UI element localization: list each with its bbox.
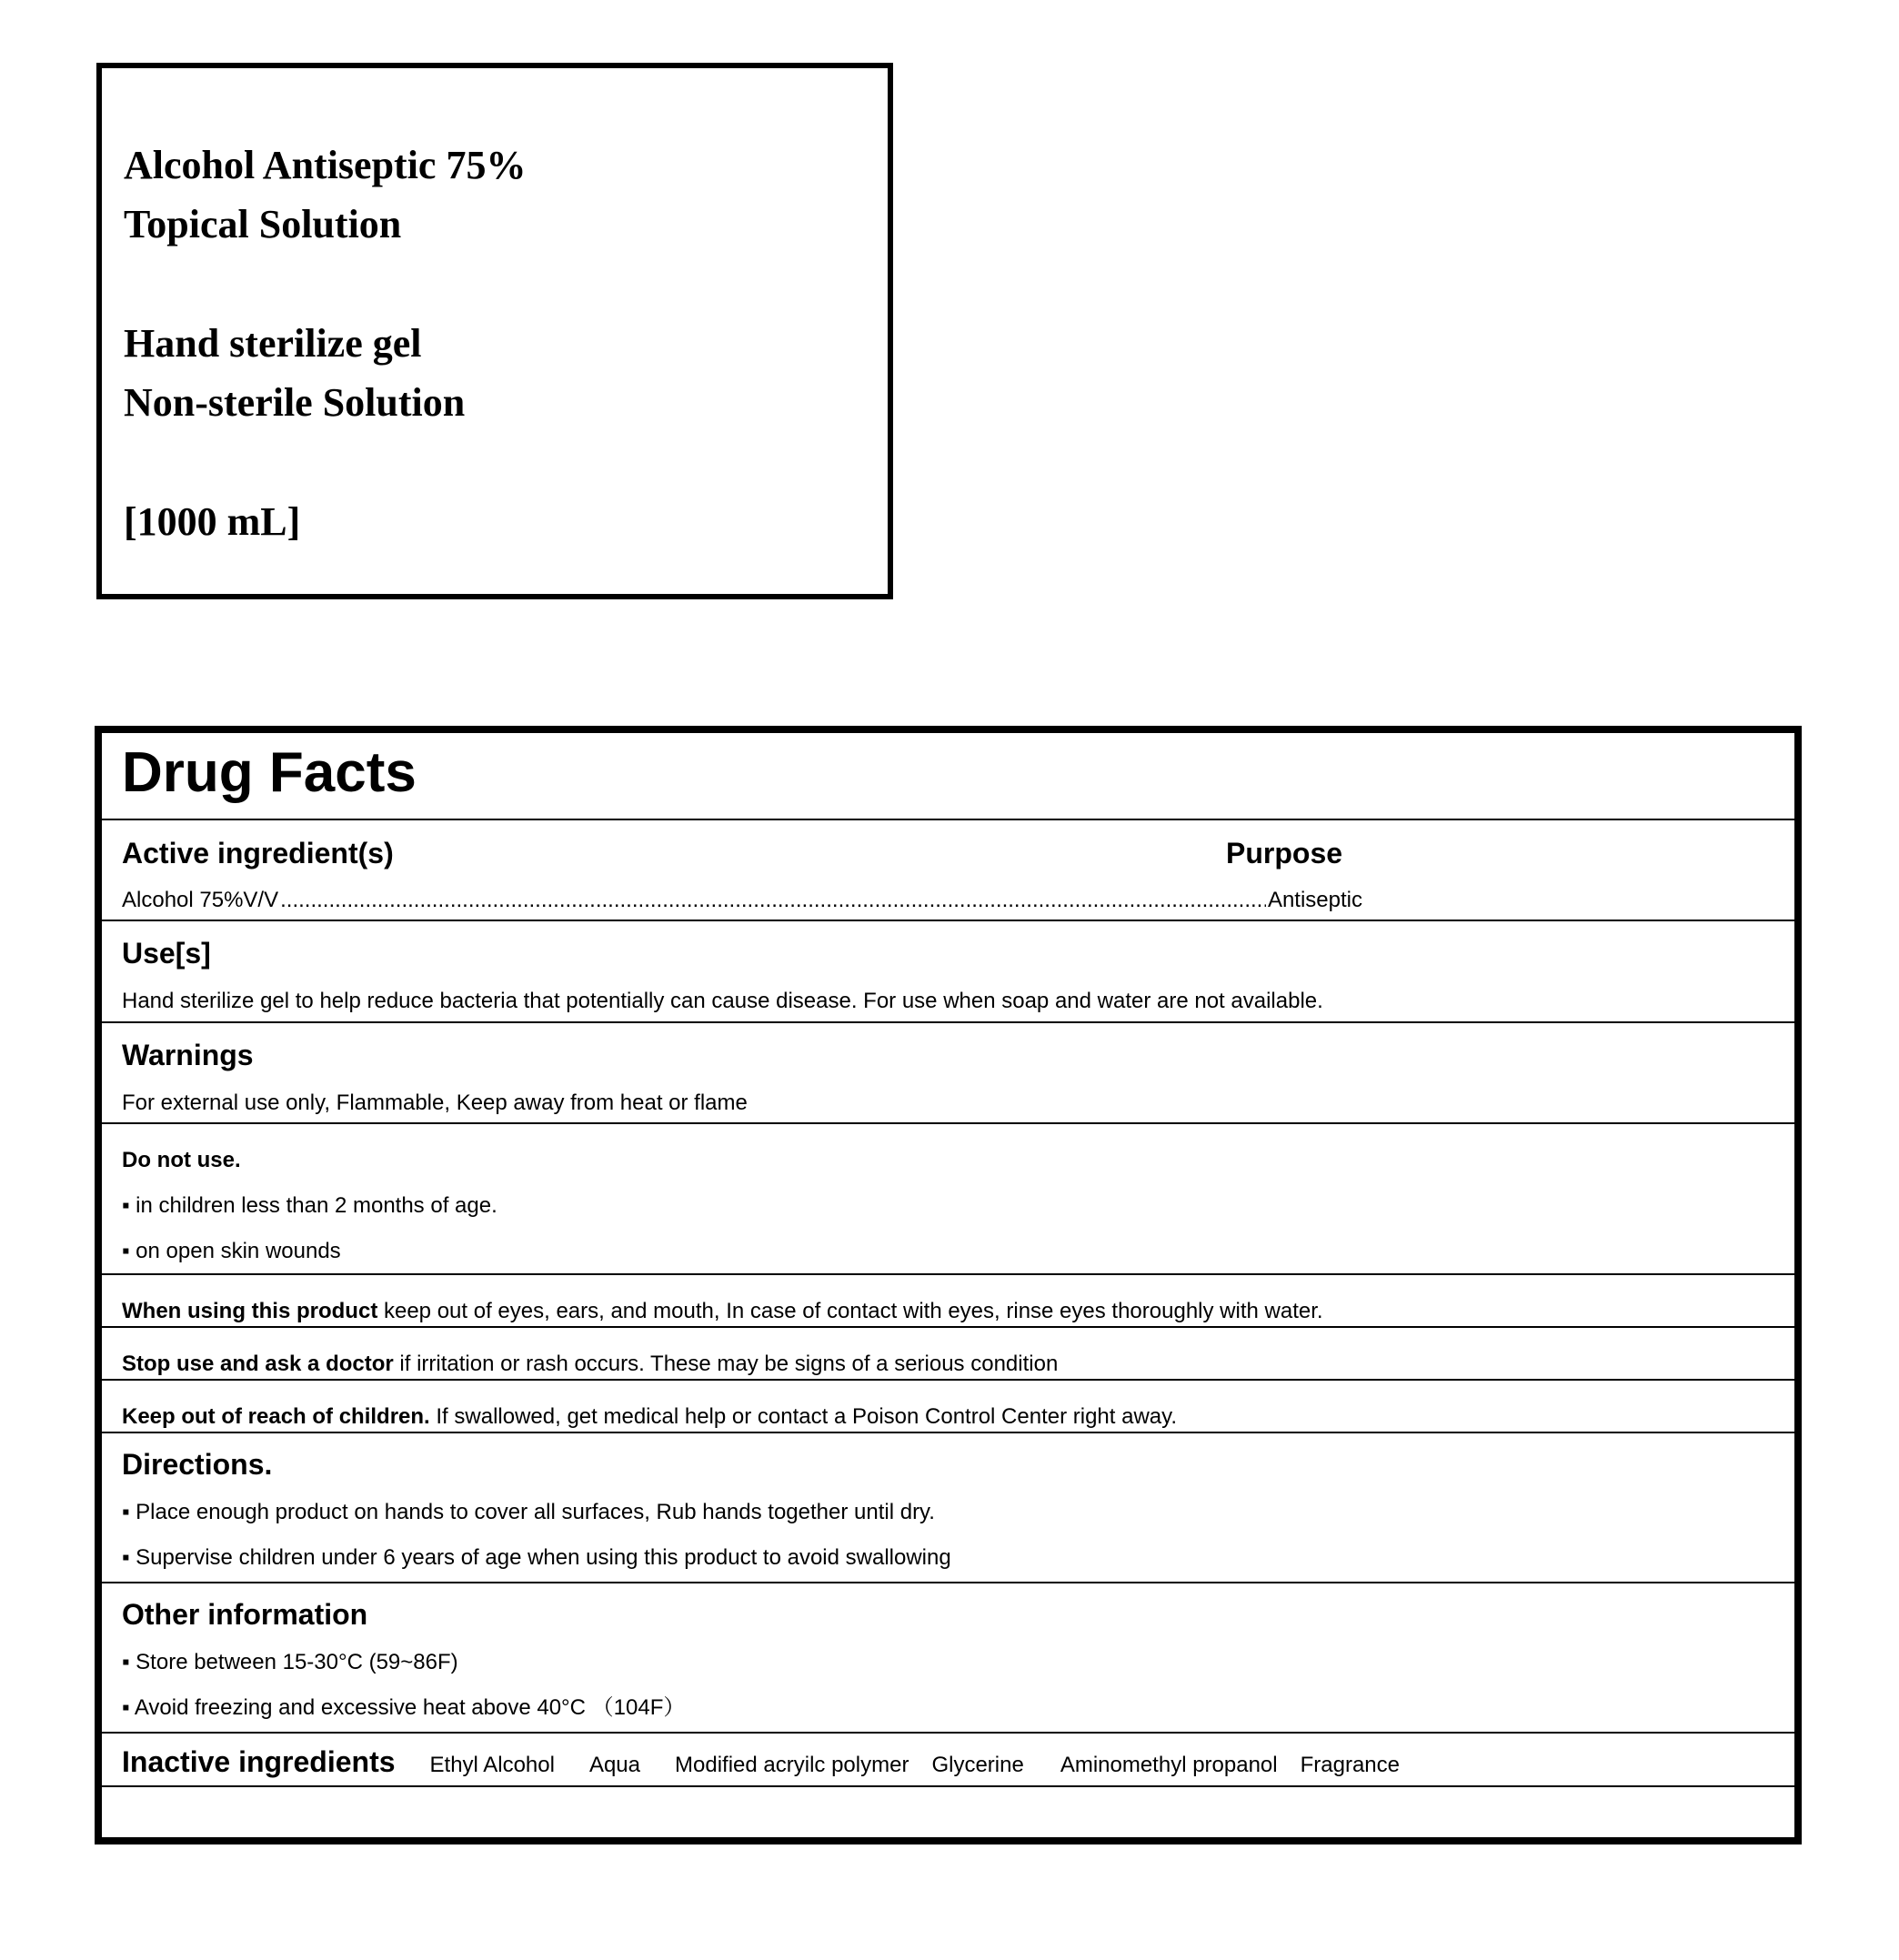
when-using-lead: When using this product [122, 1299, 378, 1323]
keep-out-row [122, 1402, 1177, 1432]
purpose-heading: Purpose [1226, 837, 1343, 869]
drug-facts-title: Drug Facts [122, 741, 417, 804]
inactive-item: Modified acryilc polymer [675, 1753, 909, 1777]
directions-heading: Directions. [122, 1448, 273, 1481]
inactive-ingredients-row [122, 1744, 1400, 1780]
active-ingredient-heading: Active ingredient(s) [122, 837, 394, 869]
product-form: Topical Solution [124, 202, 402, 246]
uses-text: Hand sterilize gel to help reduce bacteria that potentially can cause disease. For use when soap and water are not available. [122, 989, 1323, 1013]
uses-heading: Use[s] [122, 937, 211, 970]
do-not-use-heading: Do not use. [122, 1148, 241, 1172]
divider [102, 1326, 1794, 1328]
warnings-heading: Warnings [122, 1039, 254, 1071]
product-sterility: Non-sterile Solution [124, 380, 466, 425]
inactive-heading: Inactive ingredients [122, 1745, 396, 1778]
stop-use-row [122, 1350, 1058, 1379]
active-ingredient-row [122, 886, 1362, 915]
divider [102, 1785, 1794, 1787]
directions-item: ▪ Supervise children under 6 years of age when using this product to avoid swallowing [122, 1545, 951, 1570]
dot-leader [280, 886, 1266, 915]
stop-use-text: if irritation or rash occurs. These may be signs of a serious condition [393, 1352, 1059, 1376]
divider [102, 1122, 1794, 1124]
product-name: Alcohol Antiseptic 75% [124, 143, 527, 187]
other-info-heading: Other information [122, 1598, 368, 1631]
inactive-item: Fragrance [1300, 1753, 1400, 1777]
divider [102, 1021, 1794, 1023]
inactive-item: Glycerine [931, 1753, 1024, 1777]
other-info-item: ▪ Store between 15-30°C (59~86F) [122, 1650, 458, 1674]
active-ingredient-value: Alcohol 75%V/V [122, 888, 279, 912]
divider [102, 1273, 1794, 1275]
keep-out-lead: Keep out of reach of children. [122, 1404, 430, 1429]
do-not-use-item: ▪ on open skin wounds [122, 1239, 341, 1263]
purpose-value: Antiseptic [1267, 888, 1362, 912]
inactive-item: Aqua [588, 1753, 641, 1777]
divider [102, 1732, 1794, 1734]
divider [102, 1379, 1794, 1381]
when-using-row [122, 1297, 1323, 1326]
do-not-use-item: ▪ in children less than 2 months of age. [122, 1193, 497, 1218]
divider [102, 1582, 1794, 1583]
keep-out-text: If swallowed, get medical help or contact a Poison Control Center right away. [429, 1404, 1178, 1429]
when-using-text: keep out of eyes, ears, and mouth, In case of contact with eyes, rinse eyes thoroughly with water. [377, 1299, 1323, 1323]
inactive-item: Ethyl Alcohol [429, 1753, 555, 1777]
product-label-box [96, 63, 893, 599]
stop-use-lead: Stop use and ask a doctor [122, 1352, 394, 1376]
warnings-text: For external use only, Flammable, Keep away from heat or flame [122, 1091, 748, 1115]
divider [102, 920, 1794, 921]
inactive-item: Aminomethyl propanol [1060, 1753, 1278, 1777]
other-info-item: ▪ Avoid freezing and excessive heat above 40°C （104F） [122, 1695, 686, 1720]
divider [102, 1432, 1794, 1433]
divider [102, 819, 1794, 820]
product-type: Hand sterilize gel [124, 321, 422, 366]
directions-item: ▪ Place enough product on hands to cover all surfaces, Rub hands together until dry. [122, 1500, 935, 1524]
drug-facts-panel [95, 726, 1802, 1844]
product-volume: [1000 mL] [124, 499, 301, 544]
